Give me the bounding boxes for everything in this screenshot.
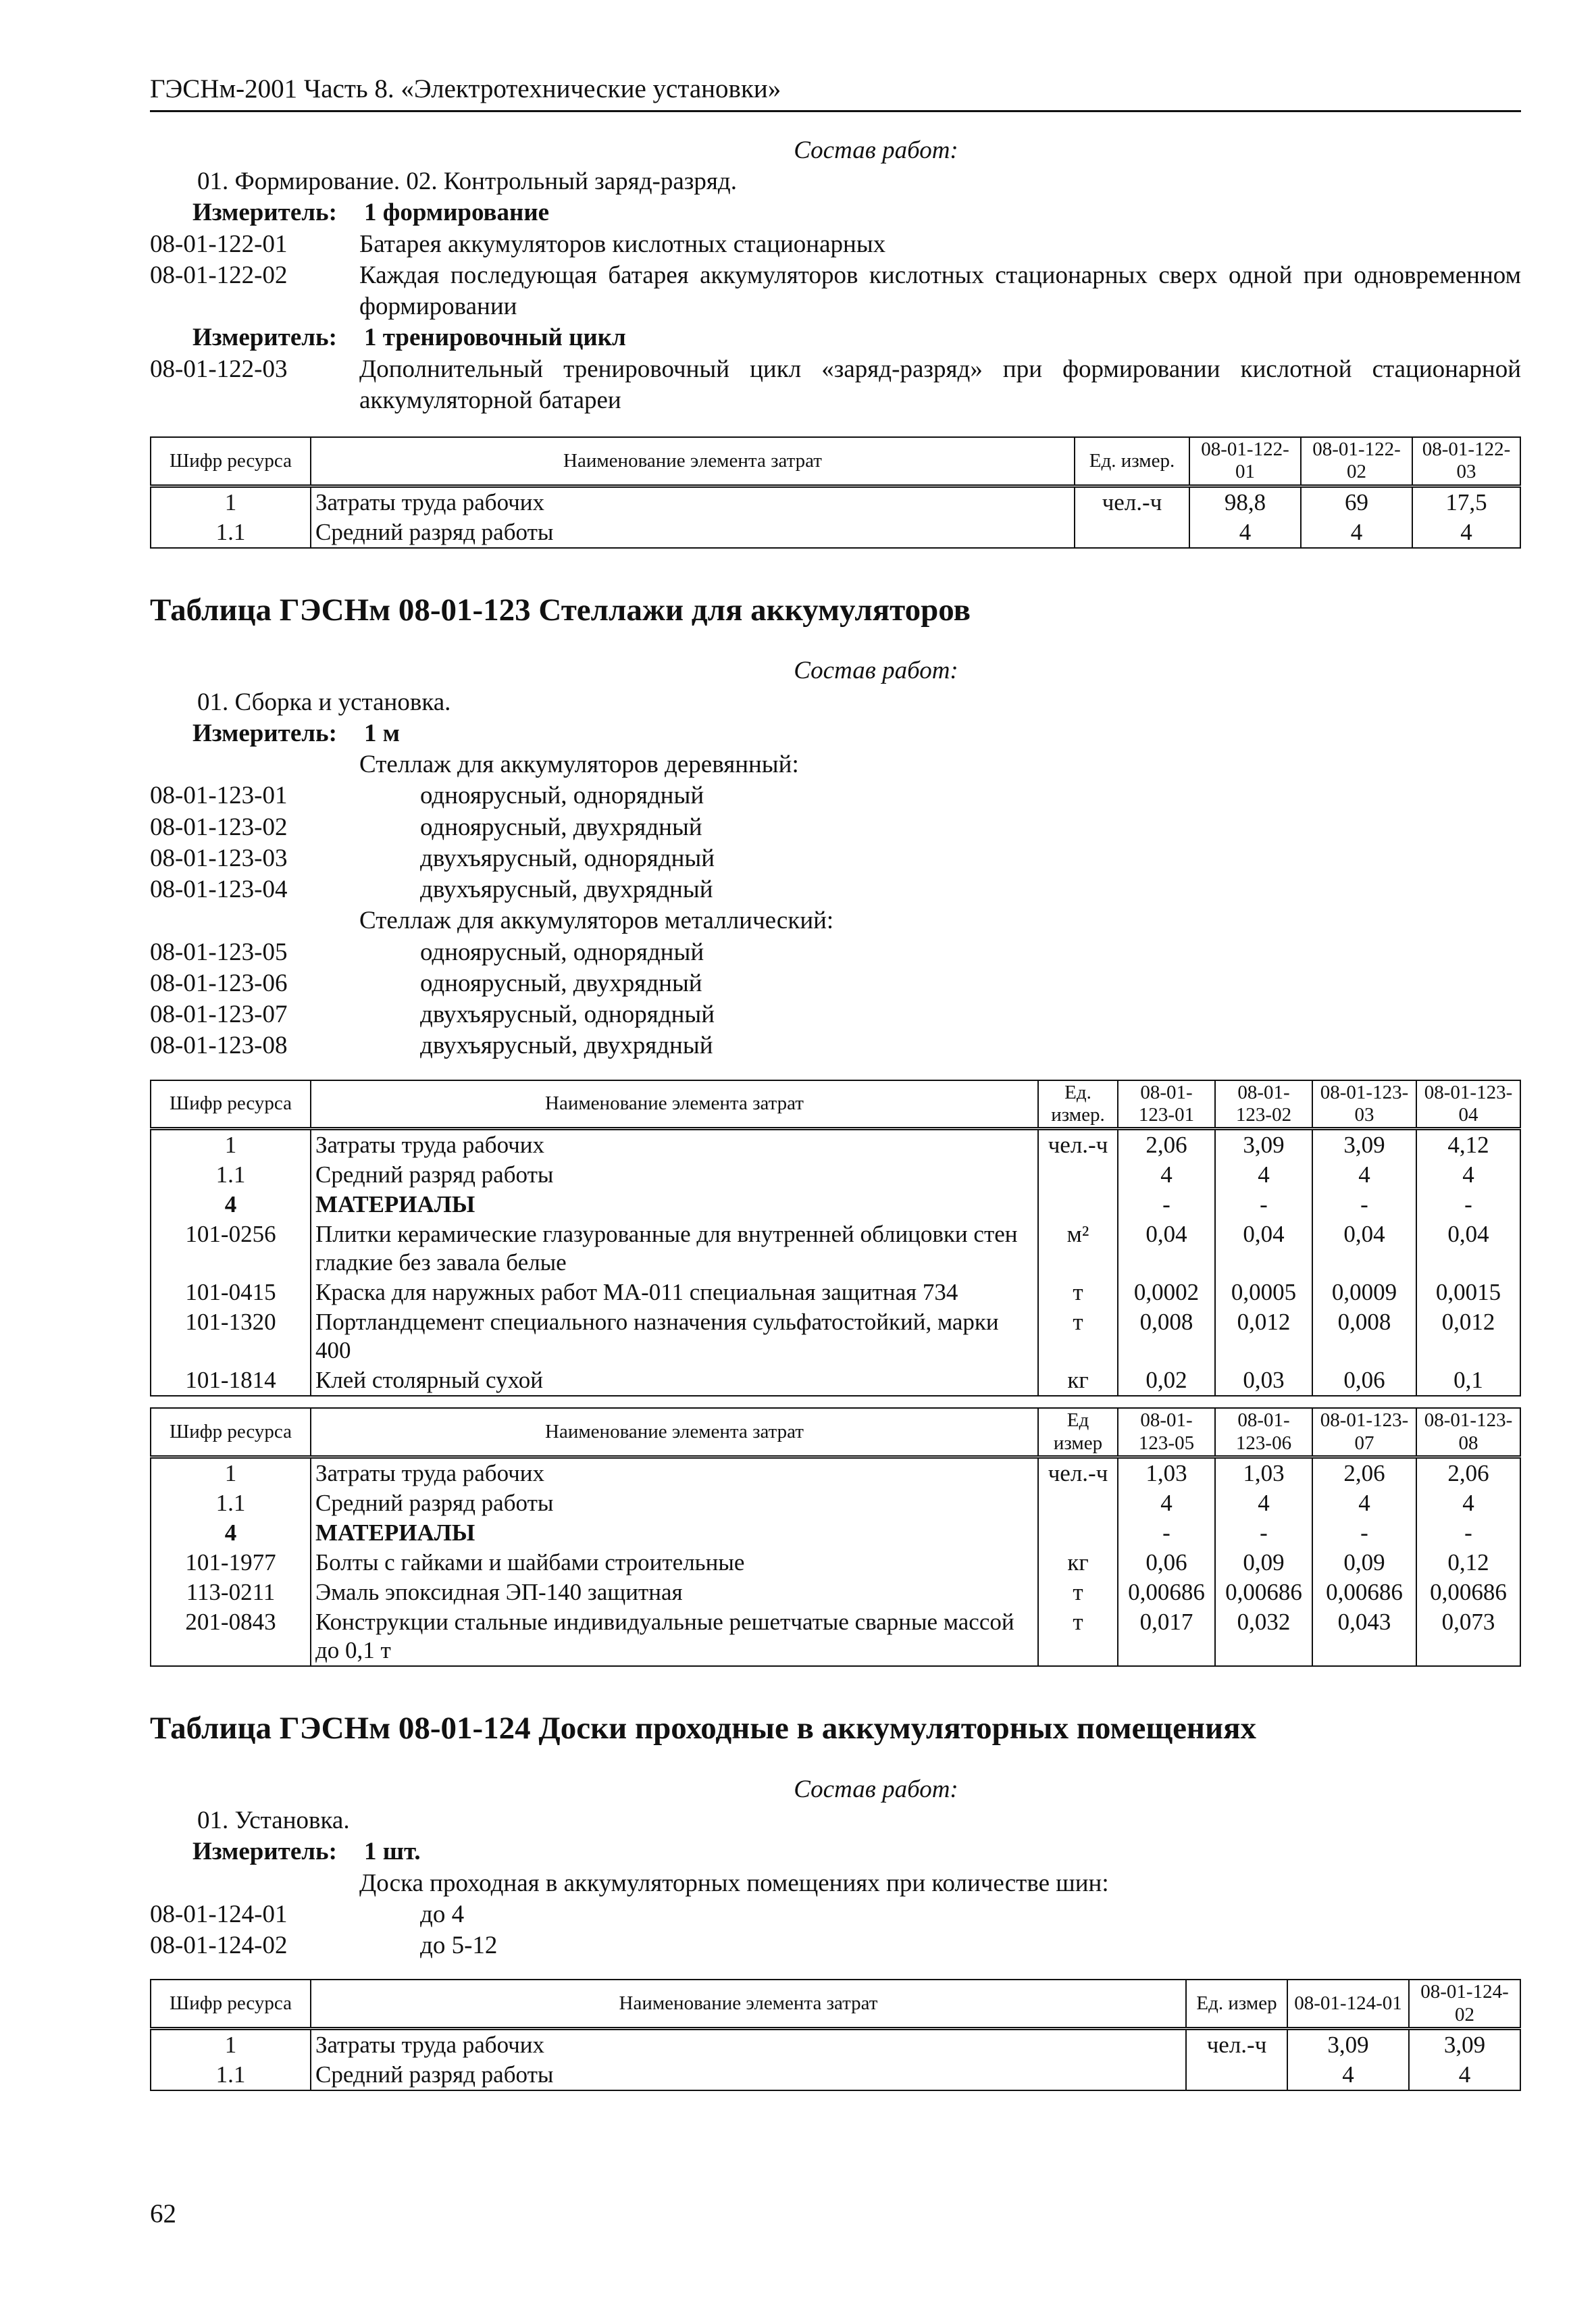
cell-value: 0,017 <box>1118 1607 1215 1666</box>
document-page <box>150 73 1521 2091</box>
cell-value: 0,1 <box>1416 1365 1520 1396</box>
header-unit: Ед. измер. <box>1075 437 1189 486</box>
cell-value: 0,0015 <box>1416 1278 1520 1307</box>
cell-name: Клей столярный сухой <box>311 1365 1038 1396</box>
work-code: 08-01-122-03 <box>150 355 288 383</box>
cell-value: 0,09 <box>1215 1548 1312 1578</box>
meter-line <box>150 197 1521 228</box>
cell-value: 4 <box>1287 2060 1409 2090</box>
cell-value: 3,09 <box>1215 1129 1312 1161</box>
header-name: Наименование элемента затрат <box>311 1080 1038 1129</box>
cell-value: 4 <box>1118 1160 1215 1190</box>
cell-code: 1 <box>151 486 311 518</box>
table-row <box>151 1129 1520 1161</box>
cell-value: 17,5 <box>1412 486 1520 518</box>
work-code: 08-01-123-06 <box>150 969 288 997</box>
section-title: Таблица ГЭСНм 08-01-124 Доски проходные в аккумуляторных помещениях <box>150 1711 1257 1746</box>
cell-code: 201-0843 <box>151 1607 311 1666</box>
work-item <box>150 354 1521 417</box>
cell-code: 4 <box>151 1190 311 1219</box>
work-code: 08-01-123-01 <box>150 782 288 810</box>
table-row <box>151 1307 1520 1365</box>
running-header: ГЭСНм-2001 Часть 8. «Электротехнические установки» <box>150 73 1521 112</box>
header-col: 08-01-124-02 <box>1409 1980 1520 2028</box>
header-col: 08-01-123-07 <box>1312 1408 1416 1457</box>
cell-unit: т <box>1038 1578 1118 1607</box>
work-code: 08-01-124-02 <box>150 1932 288 1960</box>
work-code: 08-01-122-02 <box>150 261 288 289</box>
header-unit: Ед измер <box>1038 1408 1118 1457</box>
cell-value: 0,00686 <box>1118 1578 1215 1607</box>
table-header-row <box>151 1980 1520 2028</box>
cell-name: Эмаль эпоксидная ЭП-140 защитная <box>311 1578 1038 1607</box>
cell-unit: чел.-ч <box>1075 486 1189 518</box>
cell-value: 0,008 <box>1118 1307 1215 1365</box>
header-col: 08-01-123-05 <box>1118 1408 1215 1457</box>
cell-unit <box>1038 1488 1118 1518</box>
header-col: 08-01-123-03 <box>1312 1080 1416 1129</box>
table-row <box>151 2060 1520 2090</box>
cell-name: Затраты труда рабочих <box>311 2029 1186 2061</box>
cell-code: 101-1320 <box>151 1307 311 1365</box>
cell-value: 2,06 <box>1118 1129 1215 1161</box>
cell-value: 0,0005 <box>1215 1278 1312 1307</box>
cell-value: 4 <box>1215 1488 1312 1518</box>
cell-unit: чел.-ч <box>1038 1457 1118 1489</box>
cell-name: МАТЕРИАЛЫ <box>311 1518 1038 1548</box>
cell-value: 0,032 <box>1215 1607 1312 1666</box>
cell-name: Средний разряд работы <box>311 2060 1186 2090</box>
cell-name: Средний разряд работы <box>311 518 1075 548</box>
cell-unit <box>1038 1190 1118 1219</box>
cell-value: 0,04 <box>1312 1219 1416 1278</box>
table-row <box>151 1488 1520 1518</box>
header-unit: Ед. измер <box>1186 1980 1287 2028</box>
cell-unit <box>1038 1160 1118 1190</box>
cell-unit: кг <box>1038 1365 1118 1396</box>
cell-value: - <box>1416 1190 1520 1219</box>
cell-code: 113-0211 <box>151 1578 311 1607</box>
cell-unit <box>1075 518 1189 548</box>
cell-value: 3,09 <box>1287 2029 1409 2061</box>
page-number: 62 <box>150 2199 176 2228</box>
resource-table-122 <box>150 436 1521 549</box>
table-row <box>151 1578 1520 1607</box>
cell-value: - <box>1118 1190 1215 1219</box>
work-text: одноярусный, однорядный <box>420 938 704 966</box>
table-header-row <box>151 1080 1520 1129</box>
cell-value: 0,04 <box>1118 1219 1215 1278</box>
cell-value: 3,09 <box>1312 1129 1416 1161</box>
cell-value: 0,073 <box>1416 1607 1520 1666</box>
table-row <box>151 1190 1520 1219</box>
cell-value: 4 <box>1416 1488 1520 1518</box>
cell-value: 0,04 <box>1215 1219 1312 1278</box>
cell-unit: м² <box>1038 1219 1118 1278</box>
cell-value: 2,06 <box>1416 1457 1520 1489</box>
cell-value: 0,00686 <box>1215 1578 1312 1607</box>
work-code: 08-01-123-02 <box>150 813 288 841</box>
work-text: одноярусный, двухрядный <box>420 813 702 841</box>
table-row <box>151 486 1520 518</box>
cell-code: 101-0256 <box>151 1219 311 1278</box>
work-item <box>150 780 1521 811</box>
work-item <box>150 1930 1521 1961</box>
meter-label: Измеритель: <box>192 199 337 227</box>
cell-name: Средний разряд работы <box>311 1160 1038 1190</box>
header-code: Шифр ресурса <box>151 1408 311 1457</box>
cell-value: 0,04 <box>1416 1219 1520 1278</box>
header-name: Наименование элемента затрат <box>311 437 1075 486</box>
cell-value: - <box>1215 1190 1312 1219</box>
meter-label: Измеритель: <box>192 1838 337 1866</box>
work-item <box>150 968 1521 999</box>
table-row <box>151 1160 1520 1190</box>
table-row <box>151 1219 1520 1278</box>
cell-code: 1.1 <box>151 1160 311 1190</box>
work-text: Каждая последующая батарея аккумуляторов кислотных стационарных сверх одной при одновременном формировании <box>359 261 1521 320</box>
work-text: одноярусный, однорядный <box>420 782 704 810</box>
cell-name: Средний разряд работы <box>311 1488 1038 1518</box>
cell-value: 0,008 <box>1312 1307 1416 1365</box>
work-code: 08-01-123-05 <box>150 938 288 966</box>
meter-line <box>150 718 1521 749</box>
work-text: двухъярусный, однорядный <box>420 844 715 872</box>
cell-value: 0,00686 <box>1416 1578 1520 1607</box>
cell-unit <box>1038 1518 1118 1548</box>
cell-name: Конструкции стальные индивидуальные решетчатые сварные массой до 0,1 т <box>311 1607 1038 1666</box>
work-text: Батарея аккумуляторов кислотных стационарных <box>359 230 886 258</box>
cell-unit: чел.-ч <box>1038 1129 1118 1161</box>
composition-text: 01. Сборка и установка. <box>197 688 451 716</box>
header-code: Шифр ресурса <box>151 1980 311 2028</box>
cell-value: 3,09 <box>1409 2029 1520 2061</box>
cell-code: 101-0415 <box>151 1278 311 1307</box>
header-col: 08-01-122-01 <box>1189 437 1301 486</box>
table-header-row <box>151 1408 1520 1457</box>
cell-name: Портландцемент специального назначения сульфатостойкий, марки 400 <box>311 1307 1038 1365</box>
header-name: Наименование элемента затрат <box>311 1980 1186 2028</box>
cell-value: 4 <box>1312 1160 1416 1190</box>
cell-unit: т <box>1038 1278 1118 1307</box>
cell-value: 4 <box>1189 518 1301 548</box>
header-col: 08-01-123-04 <box>1416 1080 1520 1129</box>
table-row <box>151 1457 1520 1489</box>
work-item <box>150 874 1521 905</box>
work-code: 08-01-123-04 <box>150 876 288 904</box>
cell-code: 1 <box>151 2029 311 2061</box>
header-col: 08-01-122-02 <box>1301 437 1412 486</box>
cell-value: 98,8 <box>1189 486 1301 518</box>
cell-value: - <box>1312 1518 1416 1548</box>
section-123 <box>150 590 1521 1667</box>
header-col: 08-01-123-01 <box>1118 1080 1215 1129</box>
cell-value: 4 <box>1312 1488 1416 1518</box>
work-text: двухъярусный, однорядный <box>420 1001 715 1029</box>
cell-unit: чел.-ч <box>1186 2029 1287 2061</box>
cell-name: Болты с гайками и шайбами строительные <box>311 1548 1038 1578</box>
meter-value: 1 м <box>364 719 400 747</box>
header-unit: Ед. измер. <box>1038 1080 1118 1129</box>
meter-value: 1 тренировочный цикл <box>364 324 626 352</box>
header-col: 08-01-123-02 <box>1215 1080 1312 1129</box>
cell-code: 101-1977 <box>151 1548 311 1578</box>
cell-unit: т <box>1038 1307 1118 1365</box>
work-item <box>150 937 1521 968</box>
work-code: 08-01-123-07 <box>150 1001 288 1029</box>
work-code: 08-01-122-01 <box>150 230 288 258</box>
cell-unit <box>1186 2060 1287 2090</box>
group-heading: Стеллаж для аккумуляторов деревянный: <box>359 751 799 779</box>
work-text: одноярусный, двухрядный <box>420 969 702 997</box>
cell-unit: кг <box>1038 1548 1118 1578</box>
cell-value: 69 <box>1301 486 1412 518</box>
composition-title: Состав работ: <box>794 657 958 685</box>
table-row <box>151 1548 1520 1578</box>
cell-value: 0,043 <box>1312 1607 1416 1666</box>
cell-name: Затраты труда рабочих <box>311 486 1075 518</box>
header-col: 08-01-123-06 <box>1215 1408 1312 1457</box>
header-col: 08-01-122-03 <box>1412 437 1520 486</box>
table-row <box>151 1518 1520 1548</box>
cell-code: 101-1814 <box>151 1365 311 1396</box>
cell-code: 1.1 <box>151 518 311 548</box>
cell-value: - <box>1312 1190 1416 1219</box>
cell-value: 4 <box>1118 1488 1215 1518</box>
cell-code: 1.1 <box>151 1488 311 1518</box>
cell-code: 1.1 <box>151 2060 311 2090</box>
cell-value: 0,00686 <box>1312 1578 1416 1607</box>
resource-table-123-a <box>150 1080 1521 1397</box>
composition-title: Состав работ: <box>794 1775 958 1803</box>
cell-value: 0,06 <box>1312 1365 1416 1396</box>
resource-table-124 <box>150 1979 1521 2091</box>
work-code: 08-01-124-01 <box>150 1900 288 1928</box>
cell-name: Затраты труда рабочих <box>311 1129 1038 1161</box>
composition-title: Состав работ: <box>794 136 958 164</box>
cell-value: 4 <box>1301 518 1412 548</box>
cell-name: Плитки керамические глазурованные для внутренней облицовки стен гладкие без завала белые <box>311 1219 1038 1278</box>
group-heading: Стеллаж для аккумуляторов металлический: <box>359 907 834 935</box>
cell-value: 1,03 <box>1215 1457 1312 1489</box>
table-row <box>151 518 1520 548</box>
cell-code: 1 <box>151 1457 311 1489</box>
meter-value: 1 формирование <box>364 199 550 227</box>
work-text: Дополнительный тренировочный цикл «заряд-разряд» при формировании кислотной стационарной аккумуляторной батареи <box>359 355 1521 414</box>
group-heading: Доска проходная в аккумуляторных помещениях при количестве шин: <box>359 1869 1109 1897</box>
cell-value: - <box>1118 1518 1215 1548</box>
work-code: 08-01-123-08 <box>150 1032 288 1060</box>
work-item <box>150 1899 1521 1930</box>
cell-value: 0,0009 <box>1312 1278 1416 1307</box>
meter-label: Измеритель: <box>192 719 337 747</box>
cell-value: 4,12 <box>1416 1129 1520 1161</box>
work-text: двухъярусный, двухрядный <box>420 1032 713 1060</box>
meter-line <box>150 1836 1521 1867</box>
cell-value: 0,12 <box>1416 1548 1520 1578</box>
cell-value: 4 <box>1416 1160 1520 1190</box>
work-text: до 5-12 <box>420 1932 498 1960</box>
meter-label: Измеритель: <box>192 324 337 352</box>
work-item <box>150 260 1521 323</box>
cell-value: 0,06 <box>1118 1548 1215 1578</box>
work-code: 08-01-123-03 <box>150 844 288 872</box>
header-col: 08-01-123-08 <box>1416 1408 1520 1457</box>
work-text: двухъярусный, двухрядный <box>420 876 713 904</box>
cell-code: 1 <box>151 1129 311 1161</box>
cell-value: 0,02 <box>1118 1365 1215 1396</box>
table-header-row <box>151 437 1520 486</box>
cell-unit: т <box>1038 1607 1118 1666</box>
cell-value: 1,03 <box>1118 1457 1215 1489</box>
section-124 <box>150 1709 1521 2091</box>
cell-value: 2,06 <box>1312 1457 1416 1489</box>
table-row <box>151 1365 1520 1396</box>
cell-code: 4 <box>151 1518 311 1548</box>
cell-value: 0,0002 <box>1118 1278 1215 1307</box>
composition-text: 01. Формирование. 02. Контрольный заряд-разряд. <box>197 168 737 195</box>
header-code: Шифр ресурса <box>151 437 311 486</box>
cell-value: - <box>1215 1518 1312 1548</box>
meter-line <box>150 322 1521 353</box>
header-code: Шифр ресурса <box>151 1080 311 1129</box>
work-item <box>150 999 1521 1030</box>
cell-value: 4 <box>1215 1160 1312 1190</box>
cell-value: 4 <box>1409 2060 1520 2090</box>
cell-value: - <box>1416 1518 1520 1548</box>
work-item <box>150 843 1521 874</box>
meter-value: 1 шт. <box>364 1838 421 1866</box>
work-text: до 4 <box>420 1900 465 1928</box>
cell-value: 4 <box>1412 518 1520 548</box>
work-item <box>150 1030 1521 1061</box>
section-title: Таблица ГЭСНм 08-01-123 Стеллажи для аккумуляторов <box>150 592 971 628</box>
work-item <box>150 229 1521 260</box>
section-122 <box>150 135 1521 549</box>
cell-value: 0,012 <box>1215 1307 1312 1365</box>
table-row <box>151 1278 1520 1307</box>
header-col: 08-01-124-01 <box>1287 1980 1409 2028</box>
cell-value: 0,03 <box>1215 1365 1312 1396</box>
cell-name: Затраты труда рабочих <box>311 1457 1038 1489</box>
table-row <box>151 1607 1520 1666</box>
cell-value: 0,09 <box>1312 1548 1416 1578</box>
cell-value: 0,012 <box>1416 1307 1520 1365</box>
table-row <box>151 2029 1520 2061</box>
header-name: Наименование элемента затрат <box>311 1408 1038 1457</box>
resource-table-123-b <box>150 1407 1521 1667</box>
cell-name: Краска для наружных работ МА-011 специальная защитная 734 <box>311 1278 1038 1307</box>
work-item <box>150 812 1521 843</box>
composition-text: 01. Установка. <box>197 1807 350 1835</box>
cell-name: МАТЕРИАЛЫ <box>311 1190 1038 1219</box>
